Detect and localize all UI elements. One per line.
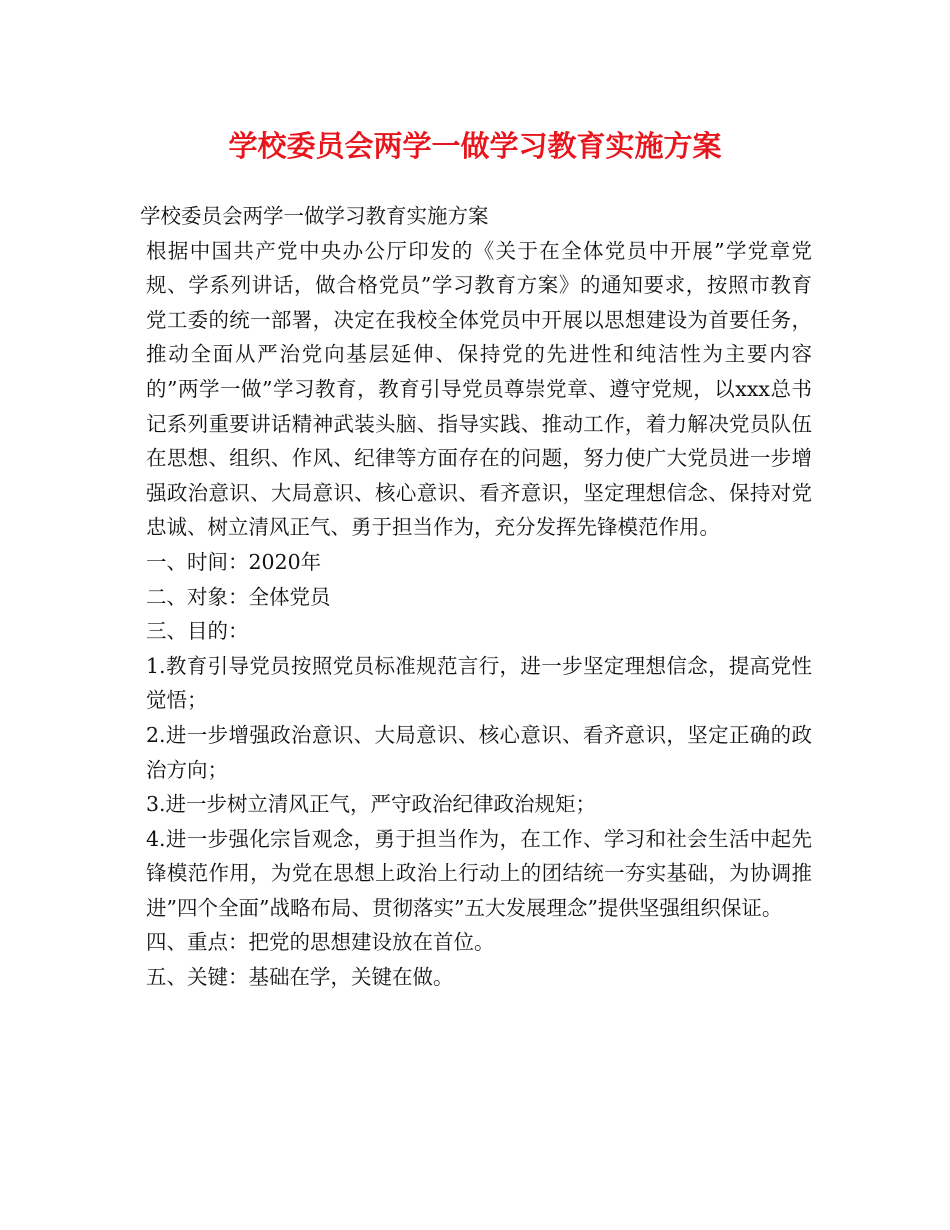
section-target: 二、对象：全体党员: [146, 584, 331, 609]
section-purpose: 三、目的：: [146, 619, 249, 644]
purpose-item-2: 2.进一步增强政治意识、大局意识、核心意识、看齐意识，坚定正确的政治方向；: [146, 722, 812, 782]
document-body: [140, 199, 812, 995]
intro-paragraph: 根据中国共产党中央办公厅印发的《关于在全体党员中开展”学党章党规、学系列讲话，做合格党员”学习教育方案》的通知要求，按照市教育党工委的统一部署，决定在我校全体党员中开展以思想建设为首要任务，推动全面从严治党向基层延伸、保持党的先进性和纯洁性为主要内容的”两学一做”学习教育，教育引导党员尊崇党章、遵守党规，以xxx总书记系列重要讲话精神武装头脑、指导实践、推动工作，着力解决党员队伍在思想、组织、作风、纪律等方面存在的问题，努力使广大党员进一步增强政治意识、大局意识、核心意识、看齐意识，坚定理想信念、保持对党忠诚、树立清风正气、勇于担当作为，充分发挥先锋模范作用。: [146, 238, 812, 540]
purpose-item-4: 4.进一步强化宗旨观念，勇于担当作为，在工作、学习和社会生活中起先锋模范作用，为党在思想上政治上行动上的团结统一夯实基础，为协调推进”四个全面”战略布局、贯彻落实”五大发展理念”提供坚强组织保证。: [146, 826, 812, 920]
subtitle-paragraph: 学校委员会两学一做学习教育实施方案: [140, 204, 489, 228]
section-focus: 四、重点：把党的思想建设放在首位。: [146, 930, 495, 955]
purpose-item-3: 3.进一步树立清风正气，严守政治纪律政治规矩；: [146, 792, 597, 817]
purpose-item-1: 1.教育引导党员按照党员标准规范言行，进一步坚定理想信念，提高党性觉悟；: [146, 653, 812, 713]
section-key: 五、关键：基础在学，关键在做。: [146, 965, 454, 990]
section-time: 一、时间：2020年: [146, 549, 322, 574]
document-title: 学校委员会两学一做学习教育实施方案: [228, 129, 722, 163]
